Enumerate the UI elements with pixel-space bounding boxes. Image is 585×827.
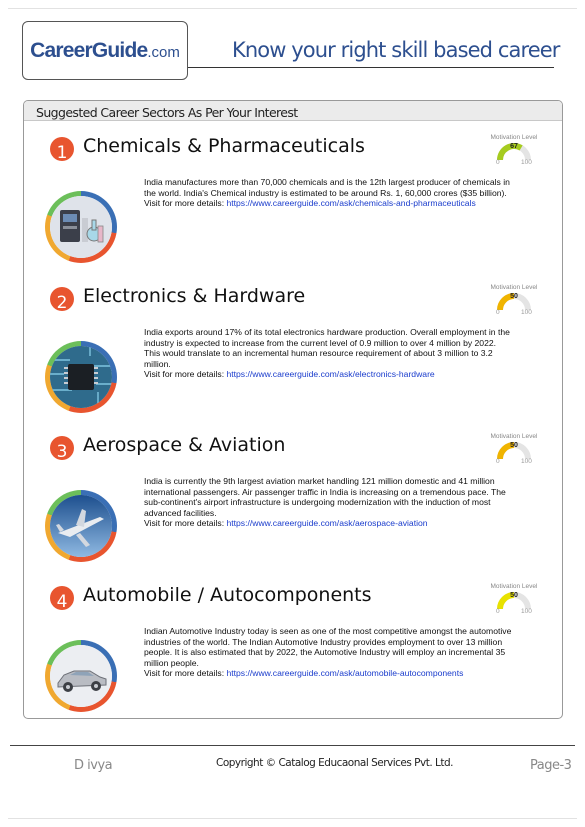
gauge-max: 100 [521, 608, 532, 615]
gauge-caption: Motivation Level [490, 583, 538, 590]
sector-number-badge: 4 [50, 586, 74, 610]
sector-title: Aerospace & Aviation [83, 434, 286, 456]
gauge-min: 0 [496, 608, 500, 615]
gauge-value: 67 [510, 143, 518, 150]
sector-image [45, 341, 117, 413]
career-sectors-panel [23, 100, 563, 719]
sector-title: Automobile / Autocomponents [83, 584, 372, 606]
motivation-gauge [484, 433, 544, 469]
sector-details-link[interactable]: https://www.careerguide.com/ask/aerospace-aviation [226, 518, 428, 529]
footer-copyright: Copyright © Catalog Educaonal Services Pvt. Ltd. [216, 757, 453, 769]
sector-item [24, 583, 563, 719]
sector-item [24, 284, 563, 437]
sector-image [45, 490, 117, 562]
car-icon [50, 645, 112, 707]
sector-image [45, 191, 117, 263]
sector-title: Electronics & Hardware [83, 285, 306, 307]
logo[interactable] [22, 21, 188, 80]
sector-item [24, 433, 563, 586]
gauge-max: 100 [521, 309, 532, 316]
gauge-min: 0 [496, 159, 500, 166]
sector-title: Chemicals & Pharmaceuticals [83, 135, 365, 157]
gauge-max: 100 [521, 458, 532, 465]
header-divider [188, 67, 554, 68]
sector-number-badge: 2 [50, 287, 74, 311]
logo-text: CareerGuide.com [30, 38, 180, 62]
sector-description: India exports around 17% of its total electronics hardware production. Overall employment in the industry is expected to increase from the current level of 0.9 million to over 4 million by 2022. This would translate to an incremental human resource requirement of about 3 million to 3.2 million. Visit for more details: https://www.careerguide.com/ask/electronics-hardware [144, 327, 510, 380]
circuit-chip-icon [50, 346, 112, 408]
gauge-max: 100 [521, 159, 532, 166]
sector-item [24, 134, 563, 287]
sector-number-badge: 3 [50, 436, 74, 460]
motivation-gauge [484, 583, 544, 619]
motivation-gauge [484, 284, 544, 320]
airplane-icon [50, 495, 112, 557]
sector-details-link[interactable]: https://www.careerguide.com/ask/electronics-hardware [226, 369, 435, 380]
sector-details-link[interactable]: https://www.careerguide.com/ask/chemicals-and-pharmaceuticals [226, 198, 476, 209]
page-number: Page-3 [530, 758, 572, 773]
page-tagline: Know your right skill based career [232, 38, 560, 62]
gauge-min: 0 [496, 309, 500, 316]
footer-user-name: D ivya [74, 758, 113, 773]
gauge-caption: Motivation Level [490, 284, 538, 291]
gauge-value: 50 [510, 442, 518, 449]
gauge-caption: Motivation Level [490, 134, 538, 141]
gauge-value: 50 [510, 293, 518, 300]
section-title: Suggested Career Sectors As Per Your Interest [24, 101, 562, 121]
gauge-min: 0 [496, 458, 500, 465]
chemical-lab-icon [50, 196, 112, 258]
footer-divider [10, 745, 575, 746]
sector-description: India is currently the 9th largest aviation market handling 121 million domestic and 41 million international passengers. Air passenger traffic in India is increasing on a tremendous pace. The sub-continent's airport infrastructure is undergoing modernization with the induction of most advanced facilities. Visit for more details: https://www.careerguide.com/ask/aerospace-aviation [144, 476, 506, 529]
sector-details-link[interactable]: https://www.careerguide.com/ask/automobile-autocomponents [226, 668, 464, 679]
sector-description: India manufactures more than 70,000 chemicals and is the 12th largest producer of chemicals in the world. India's Chemical industry is estimated to be around Rs. 1, 60,000 crores ($35 billion). Visit for more details: https://www.careerguide.com/ask/chemicals-and-pharmaceuticals [144, 177, 510, 209]
sector-number-badge: 1 [50, 137, 74, 161]
sector-image [45, 640, 117, 712]
gauge-caption: Motivation Level [490, 433, 538, 440]
sector-description: Indian Automotive Industry today is seen as one of the most competitive amongst the automotive industries of the world. The Indian Automotive Industry provides employment to over 13 million people. It is also estimated that by 2022, the Automotive Industry will employ an incremental 35 million people. Visit for more details: https://www.careerguide.com/ask/automobile-autocomponents [144, 626, 512, 679]
gauge-value: 50 [510, 592, 518, 599]
motivation-gauge [484, 134, 544, 170]
